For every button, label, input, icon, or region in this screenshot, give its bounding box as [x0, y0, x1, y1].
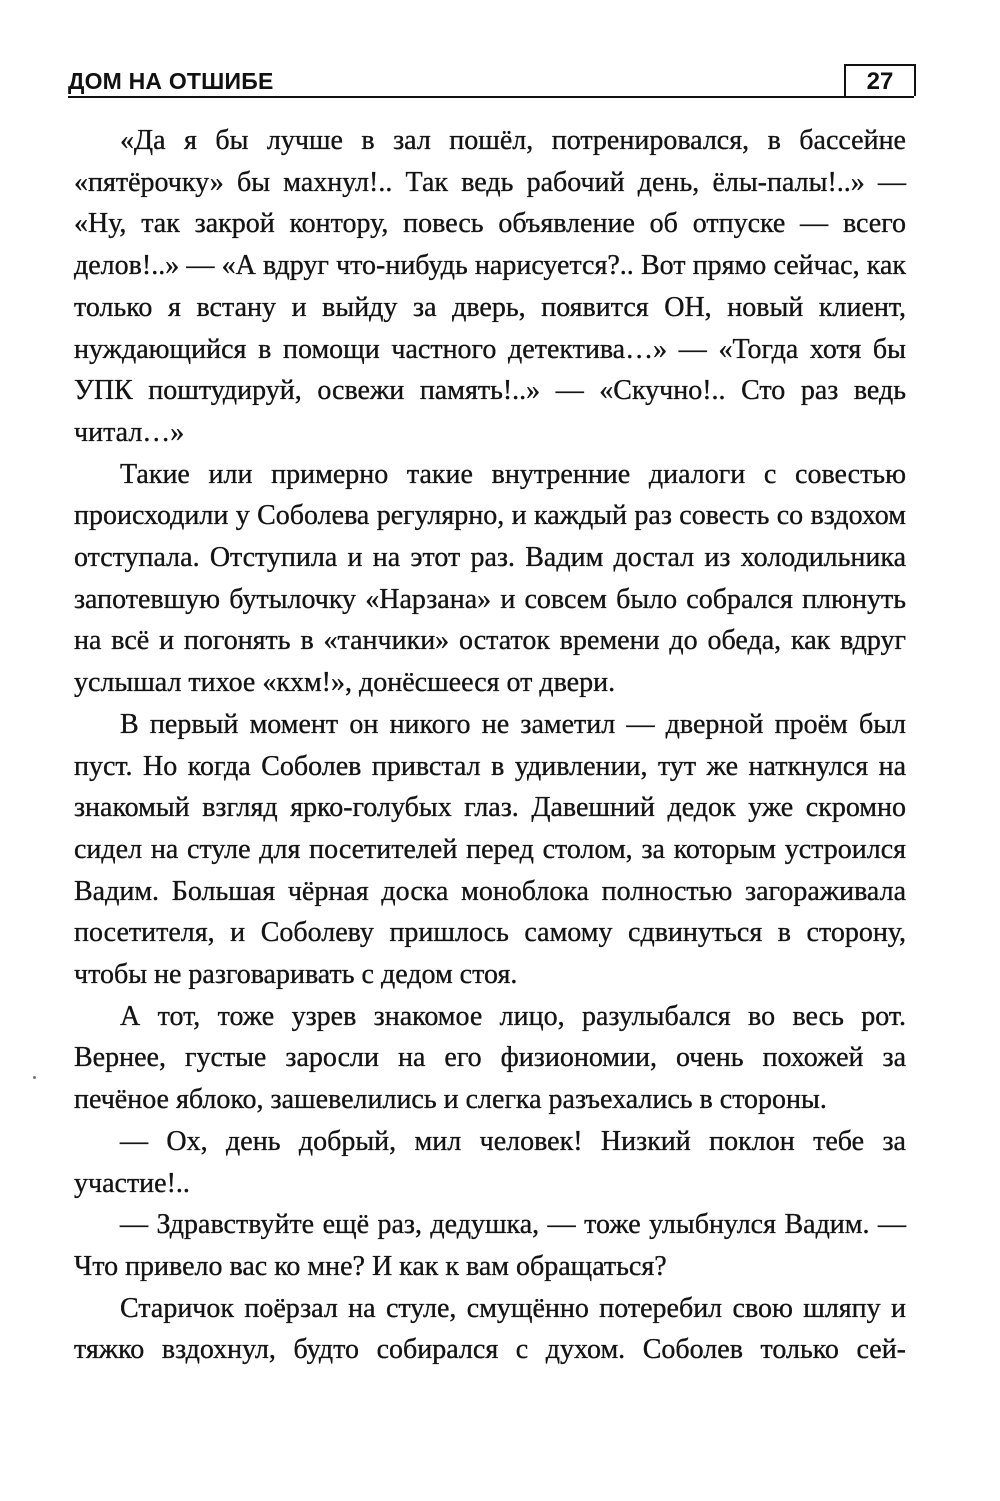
- paragraph-6: — Здравствуйте ещё раз, дедушка, — тоже улыбнулся Вадим. — Что привело вас ко мне? И как к вам обращаться?: [74, 1209, 906, 1282]
- running-title: ДОМ НА ОТШИБЕ: [68, 68, 274, 94]
- paragraph-7: Старичок поёрзал на стуле, смущённо потеребил свою шляпу и тяжко вздохнул, будто собирался с духом. Соболев только сей-: [74, 1292, 906, 1366]
- body-text: [74, 120, 906, 1371]
- running-header: [68, 64, 916, 98]
- paragraph-5: — Ох, день добрый, мил человек! Низкий поклон тебе за участие!..: [74, 1125, 906, 1199]
- page-number-box: [844, 64, 916, 96]
- paragraph-3: В первый момент он никого не заметил — дверной проём был пуст. Но когда Соболев привстал в удивлении, тут же наткнулся на знакомый взгляд ярко-голубых глаз. Давешний дедок уже скромно сидел на стуле для посетителей перед столом, за которым устроился Вадим. Большая чёрная доска моноблока полностью загораживала посетителя, и Соболеву пришлось самому сдвинуться в сторону, чтобы не разговаривать с дедом стоя.: [74, 708, 906, 991]
- header-rule: [68, 96, 914, 98]
- scan-speck: [33, 1076, 36, 1079]
- paragraph-4: А тот, тоже узрев знакомое лицо, разулыбался во весь рот. Вернее, густые заросли на его физиономии, очень похожей за печёное яблоко, зашевелились и слегка разъехались в стороны.: [74, 1000, 906, 1116]
- paragraph-2: Такие или примерно такие внутренние диалоги с совестью происходили у Соболева регулярно, и каждый раз совесть со вздохом отступала. Отступила и на этот раз. Вадим достал из холодильника запотевшую бутылочку «Нарзана» и совсем было собрался плюнуть на всё и погонять в «танчики» остаток времени до обеда, как вдруг услышал тихое «кхм!», донёсшееся от двери.: [74, 458, 906, 699]
- page-number: 27: [866, 68, 894, 95]
- paragraph-1: «Да я бы лучше в зал пошёл, потренировался, в бассейне «пятёрочку» бы махнул!.. Так ведь рабочий день, ёлы-палы!..» — «Ну, так закрой контору, повесь объявление об отпуске — всего делов!..» — «А вдруг что-нибудь нарисуется?.. Вот прямо сейчас, как только я встану и выйду за дверь, появится ОН, новый клиент, нуждающийся в помощи частного детектива…» — «Тогда хотя бы УПК поштудируй, освежи память!..» — «Скучно!.. Сто раз ведь читал…»: [74, 125, 906, 448]
